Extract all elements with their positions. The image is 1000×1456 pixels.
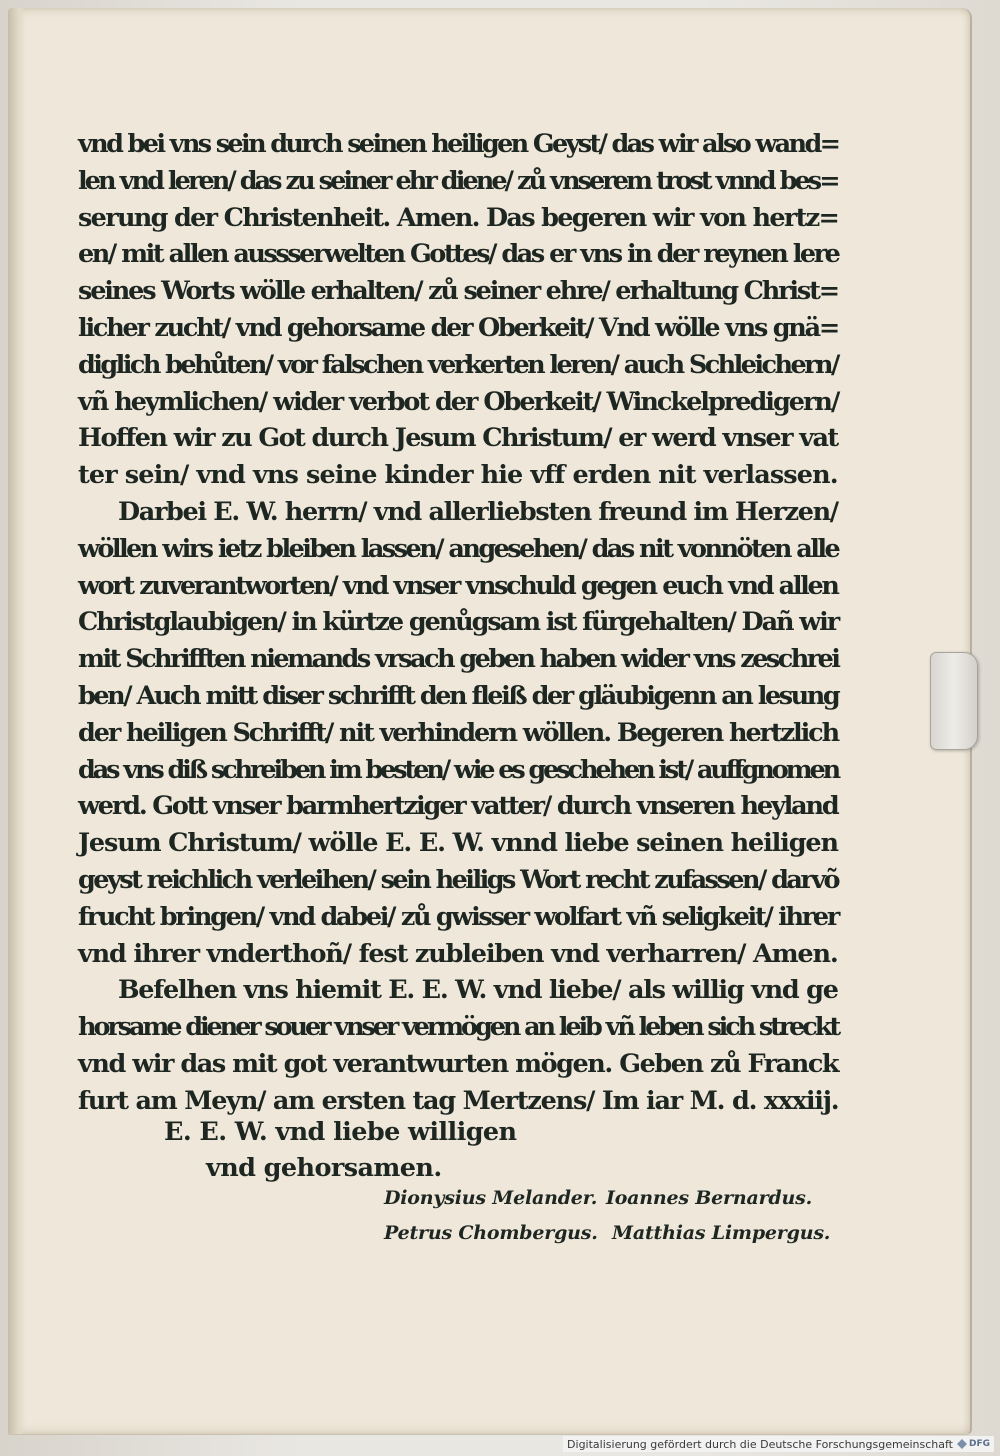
footer-text: Digitalisierung gefördert durch die Deutsche Forschungsgemeinschaft bbox=[567, 1437, 953, 1451]
digitization-footer bbox=[563, 1436, 994, 1452]
closing-formula bbox=[164, 1114, 517, 1186]
text-line: wort zuverantworten/ vnd vnser vnschuld gegen euch vnd allen bbox=[78, 570, 838, 601]
text-line: Befelhen vns hiemit E. E. W. vnd liebe/ als willig vnd ge bbox=[118, 975, 838, 1006]
text-line: vñ heymlichen/ wider verbot der Oberkeit/ Winckelpredigern/ bbox=[78, 386, 839, 417]
dfg-logo-icon bbox=[957, 1439, 967, 1449]
text-line: Jesum Christum/ wölle E. E. W. vnnd liebe seinen heiligen bbox=[78, 828, 838, 859]
text-line: licher zucht/ vnd gehorsame der Oberkeit/ Vnd wölle vns gnä= bbox=[78, 312, 839, 343]
body-text bbox=[78, 126, 838, 1120]
text-line: wöllen wirs ietz bleiben lassen/ angesehen/ das nit vonnöten alle bbox=[78, 533, 839, 564]
signature-limpergus: Matthias Limpergus. bbox=[612, 1222, 831, 1244]
text-line: horsame diener souer vnser vermögen an leib vñ leben sich streckt bbox=[78, 1012, 839, 1043]
text-line: mit Schrifften niemands vrsach geben haben wider vns zeschrei bbox=[78, 644, 839, 675]
text-line: len vnd leren/ das zu seiner ehr diene/ zů vnserem trost vnnd bes= bbox=[78, 165, 838, 196]
dfg-logo bbox=[957, 1439, 990, 1449]
text-line: vnd ihrer vnderthoñ/ fest zubleiben vnd verharren/ Amen. bbox=[78, 938, 838, 969]
text-line: werd. Gott vnser barmhertziger vatter/ durch vnseren heyland bbox=[78, 791, 838, 822]
dfg-logo-text: DFG bbox=[968, 1439, 990, 1449]
text-line: Christglaubigen/ in kürtze genůgsam ist fürgehalten/ Dañ wir bbox=[78, 607, 839, 638]
signature-chombergus: Petrus Chombergus. bbox=[384, 1222, 598, 1244]
text-line: vnd wir das mit got verantwurten mögen. Geben zů Franck bbox=[78, 1048, 839, 1079]
text-line: das vns diß schreiben im besten/ wie es geschehen ist/ auffgnomen bbox=[78, 754, 839, 785]
signature-melander: Dionysius Melander. bbox=[384, 1187, 598, 1209]
text-line: ter sein/ vnd vns seine kinder hie vff erden nit verlassen. bbox=[78, 460, 838, 491]
text-line: diglich behůten/ vor falschen verkerten leren/ auch Schleichern/ bbox=[78, 349, 838, 380]
text-line: serung der Christenheit. Amen. Das begeren wir von hertz= bbox=[78, 202, 839, 233]
closing-line-2: vnd gehorsamen. bbox=[206, 1153, 442, 1183]
text-line: frucht bringen/ vnd dabei/ zů gwisser wolfart vñ seligkeit/ ihrer bbox=[78, 901, 839, 932]
text-line: vnd bei vns sein durch seinen heiligen Geyst/ das wir also wand= bbox=[78, 129, 839, 159]
closing-line-1: E. E. W. vnd liebe willigen bbox=[164, 1117, 517, 1147]
page-gutter bbox=[8, 8, 26, 1434]
text-line: ben/ Auch mitt diser schrifft den fleiß der gläubigenn an lesung bbox=[78, 680, 839, 711]
page-clip-tab bbox=[930, 652, 978, 750]
signature-bernardus: Ioannes Bernardus. bbox=[606, 1187, 813, 1209]
text-line: Hoffen wir zu Got durch Jesum Christum/ er werd vnser vat bbox=[78, 423, 838, 454]
text-line: Darbei E. W. herrn/ vnd allerliebsten freund im Herzen/ bbox=[118, 496, 838, 527]
text-line: seines Worts wölle erhalten/ zů seiner ehre/ erhaltung Christ= bbox=[78, 276, 838, 307]
text-line: furt am Meyn/ am ersten tag Mertzens/ Im iar M. d. xxxiij. bbox=[78, 1085, 839, 1116]
text-line: en/ mit allen aussserwelten Gottes/ das er vns in der reynen lere bbox=[78, 239, 839, 270]
text-line: geyst reichlich verleihen/ sein heiligs Wort recht zufassen/ darvõ bbox=[78, 864, 838, 895]
text-line: der heiligen Schrifft/ nit verhindern wöllen. Begeren hertzlich bbox=[78, 717, 839, 748]
